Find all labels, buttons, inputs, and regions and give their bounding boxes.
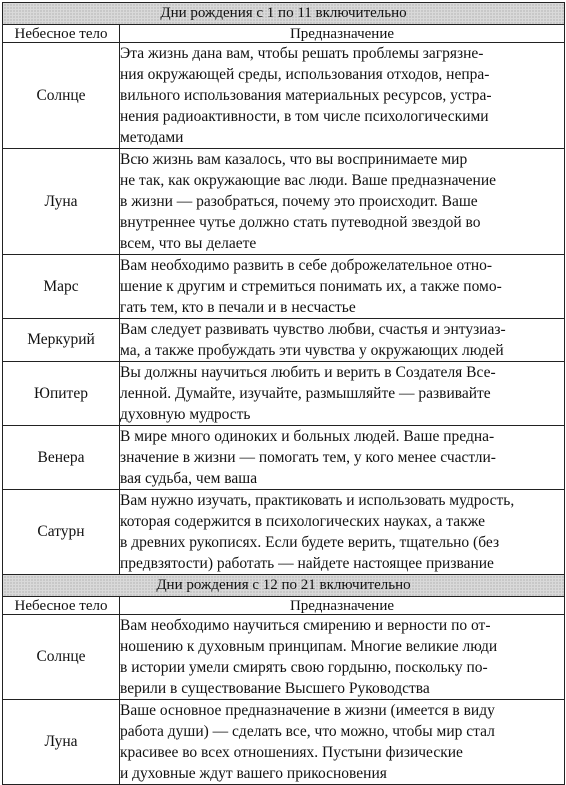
purpose-line: предвзятости) работать — найдете настоящее призвание [120,555,494,572]
purpose-line: методами [120,129,184,146]
table-row [3,43,565,149]
celestial-body-cell: Солнце [3,43,120,149]
purpose-line: вильного использования материальных ресурсов, устра- [120,87,492,104]
purpose-line: в древних рукописях. Если будете верить, тщательно (без [120,534,500,551]
table-row [3,615,565,700]
column-header-body: Небесное тело [3,25,120,43]
table-row [3,426,565,490]
purpose-line: вая судьба, чем ваша [120,470,258,487]
purpose-cell [120,615,565,700]
celestial-body-cell: Юпитер [3,362,120,426]
section-heading-row [3,575,565,597]
celestial-body-cell: Луна [3,149,120,255]
purpose-cell [120,362,565,426]
purpose-cell [120,426,565,490]
purpose-line: и духовные ждут вашего прикосновения [120,765,387,782]
purpose-cell [120,490,565,575]
purpose-cell [120,255,565,319]
column-header-body: Небесное тело [3,597,120,615]
purpose-cell [120,43,565,149]
purpose-line: духовную мудрость [120,406,251,423]
purpose-line: которая содержится в психологических науках, а также [120,513,486,530]
purpose-line: в жизни — разобраться, почему это происходит. Ваше [120,193,478,210]
celestial-body-cell: Солнце [3,615,120,700]
column-header-purpose: Предназначение [120,25,565,43]
purpose-cell [120,700,565,785]
section-heading-row [3,3,565,25]
purpose-line: внутреннее чутье должно стать путеводной звездой во [120,214,481,231]
purpose-line: шение к другим и стремиться понимать их, а также помо- [120,278,502,295]
purpose-line: Всю жизнь вам казалось, что вы воспринимаете мир [120,151,468,168]
celestial-body-cell: Луна [3,700,120,785]
purpose-line: не так, как окружающие вас люди. Ваше предназначение [120,172,496,189]
purpose-line: ношению к духовным принципам. Многие великие люди [120,638,498,655]
purpose-line: Вам нужно изучать, практиковать и использовать мудрость, [120,492,515,509]
table-row [3,149,565,255]
purpose-line: в истории умели смирять свою гордыню, поскольку по- [120,659,488,676]
table-row [3,700,565,785]
purpose-line: работа души) — сделать все, что можно, чтобы мир стал [120,723,495,740]
purpose-line: гать тем, кто в печали и в несчастье [120,299,356,316]
table-row [3,319,565,362]
celestial-body-cell: Венера [3,426,120,490]
table-row [3,362,565,426]
purpose-line: Вам необходимо научиться смирению и верности по от- [120,617,491,634]
purpose-line: всем, что вы делаете [120,235,257,252]
column-header-row [3,597,565,615]
purpose-line: нения радиоактивности, в том числе психологическими [120,108,489,125]
purpose-line: ма, а также пробуждать эти чувства у окружающих людей [120,342,504,359]
table-row [3,490,565,575]
purpose-line: значение в жизни — помогать тем, у кого менее счастли- [120,449,496,466]
celestial-body-cell: Сатурн [3,490,120,575]
purpose-line: ленной. Думайте, изучайте, размышляйте — развивайте [120,385,491,402]
purpose-line: Вам следует развивать чувство любви, счастья и энтузиаз- [120,321,506,338]
purpose-line: Вы должны научиться любить и верить в Создателя Все- [120,364,496,381]
purpose-line: Эта жизнь дана вам, чтобы решать проблемы загрязне- [120,45,484,62]
purpose-line: В мире много одиноких и больных людей. Ваше предна- [120,428,495,445]
column-header-row [3,25,565,43]
purpose-line: Вам необходимо развить в себе доброжелательное отно- [120,257,493,274]
purpose-line: ния окружающей среды, использования отходов, непра- [120,66,490,83]
table-row [3,255,565,319]
purpose-line: верили в существование Высшего Руководства [120,680,430,697]
celestial-body-cell: Марс [3,255,120,319]
purpose-cell [120,149,565,255]
purpose-line: красивее во всех отношениях. Пустыни физические [120,744,463,761]
purpose-line: Ваше основное предназначение в жизни (имеется в виду [120,702,495,719]
destiny-table [2,2,565,785]
celestial-body-cell: Меркурий [3,319,120,362]
section-heading: Дни рождения с 12 по 21 включительно [3,575,565,597]
section-heading: Дни рождения с 1 по 11 включительно [3,3,565,25]
column-header-purpose: Предназначение [120,597,565,615]
purpose-cell [120,319,565,362]
